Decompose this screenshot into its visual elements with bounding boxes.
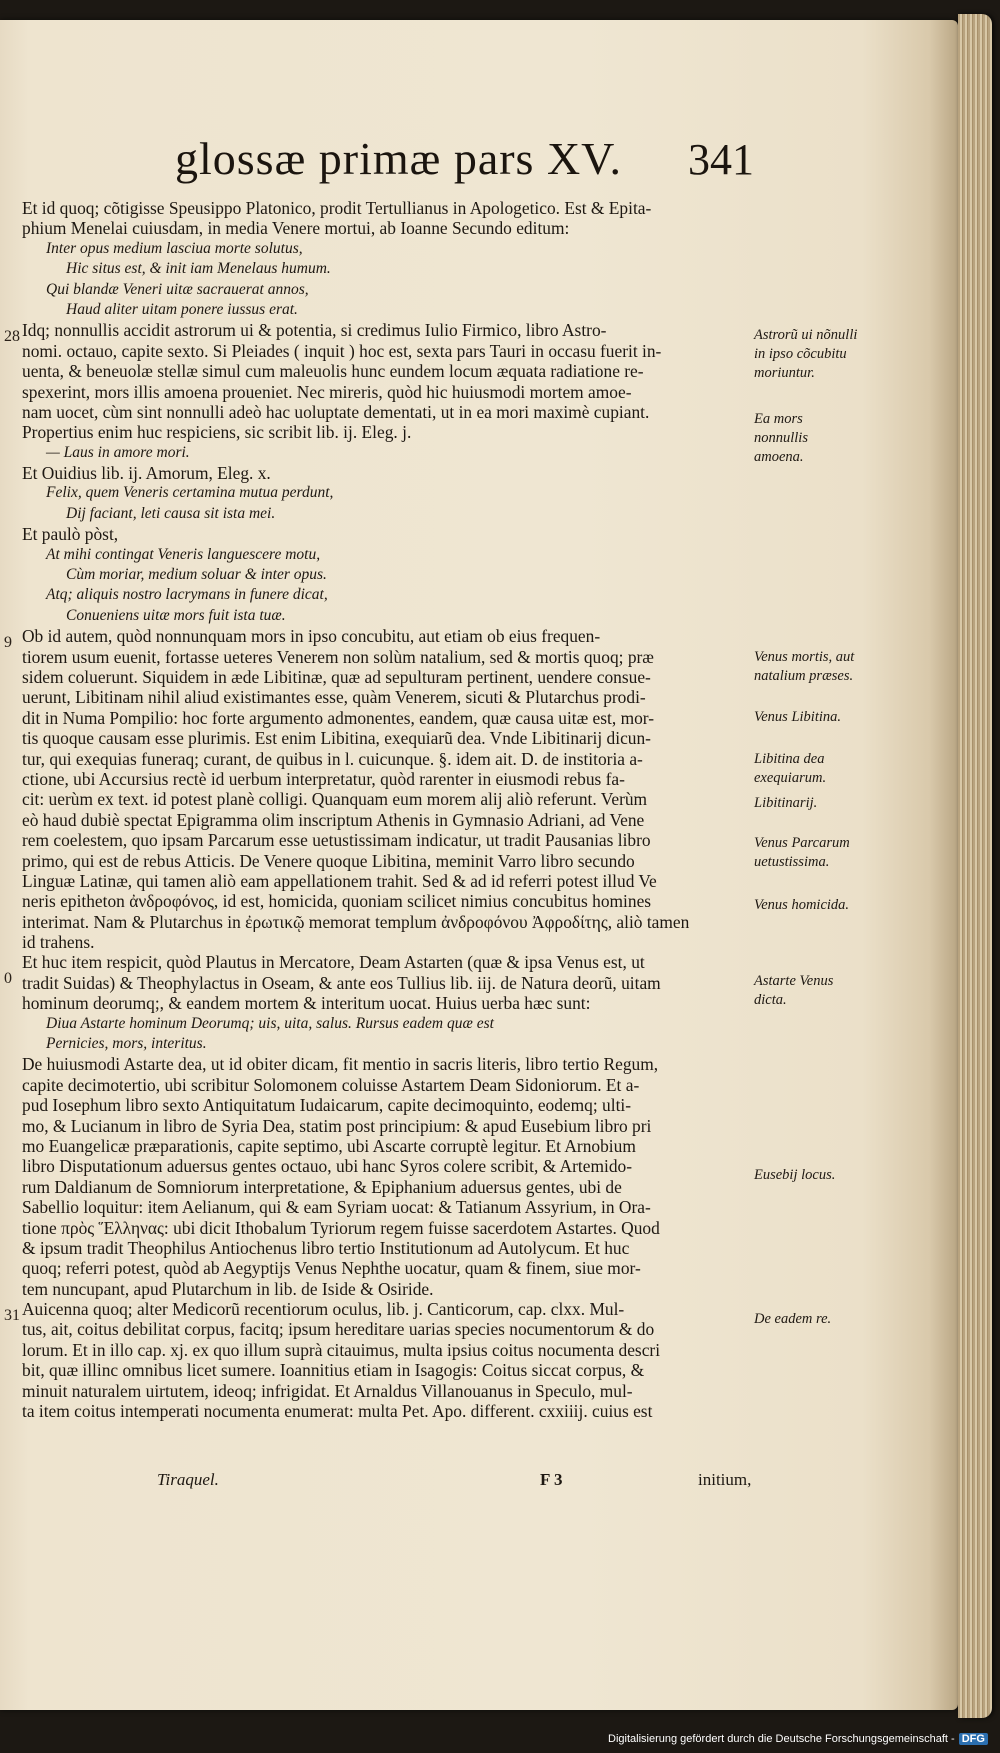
- text-line: Sabellio loquitur: item Aelianum, qui & eam Syriam uocat: & Tatianum Assyrium, in Ora-: [22, 1197, 651, 1218]
- text-line: primo, qui est de rebus Atticis. De Venere quoque Libitina, meminit Varro libro secundo: [22, 850, 635, 871]
- text-line: nam uocet, cùm sint nonnulli adeò hac uoluptate dementati, ut in ea mori maximè cupiant.: [22, 401, 650, 422]
- line-number: 9: [4, 634, 12, 651]
- verse-line: Conueniens uitæ mors fuit ista tuæ.: [66, 606, 286, 624]
- text-line: mo Euangelicæ præparationis, capite septimo, ubi Ascarte corruptè legitur. Et Arnobium: [22, 1135, 636, 1156]
- verse-line: At mihi contingat Veneris languescere motu,: [46, 545, 321, 563]
- text-line: interimat. Nam & Plutarchus in ἐρωτικῷ memorat templum ἀνδροφόνου Ἀφροδίτης, aliò tamen: [22, 911, 690, 932]
- text-line: nomi. octauo, capite sexto. Si Pleiades ( inquit ) hoc est, sexta pars Tauri in occasu fuerit in-: [22, 340, 662, 361]
- text-line: uerunt, Libitinam nihil aliud existimantes esse, quàm Venerem, sicuti & Plutarchus prodi-: [22, 687, 646, 708]
- line-number: 0: [4, 970, 12, 987]
- text-line: mo, & Lucianum in libro de Syria Dea, statim post principium: & apud Eusebium libro pri: [22, 1115, 652, 1136]
- digitization-credit: [608, 1733, 988, 1745]
- verse-line: Pernicies, mors, interitus.: [46, 1035, 207, 1053]
- text-line: cit: uerùm ex text. id potest planè colligi. Quanquam eum morem alij aliò referunt. Verùm: [22, 789, 648, 810]
- text-line: Auicenna quoq; alter Medicorũ recentiorum oculus, lib. j. Canticorum, cap. clxx. Mul-: [22, 1299, 625, 1320]
- text-line: pud Iosephum libro sexto Antiquitatum Iudaicarum, capite decimoquinto, eodemq; ulti-: [22, 1095, 632, 1116]
- text-line: tis quoque causam esse plurimis. Est enim Libitina, exequiarũ dea. Vnde Libitinarij dicun-: [22, 728, 651, 749]
- verse-line: Dij faciant, leti causa sit ista mei.: [66, 504, 276, 522]
- line-number: 31: [4, 1307, 20, 1324]
- verse-line: Qui blandæ Veneri uitæ sacrauerat annos,: [46, 280, 309, 298]
- text-line: Et Ouidius lib. ij. Amorum, Eleg. x.: [22, 463, 271, 484]
- text-line: tione πρὸς Ἕλληνας: ubi dicit Ithobalum Tyriorum regem fuisse sacerdotem Astartes. Quod: [22, 1217, 660, 1238]
- text-line: hominum deorumq;, & eandem mortem & interitum uocat. Huius uerba hæc sunt:: [22, 993, 591, 1014]
- text-line: phium Menelai cuiusdam, in media Venere mortui, ab Ioanne Secundo editum:: [22, 218, 570, 239]
- verse-line: Hic situs est, & init iam Menelaus humum.: [66, 260, 331, 278]
- margin-note: Venus Parcarum uetustissima.: [754, 835, 850, 870]
- text-line: Propertius enim huc respiciens, sic scribit lib. ij. Eleg. j.: [22, 422, 412, 443]
- verse-line: — Laus in amore mori.: [46, 443, 190, 461]
- text-line: rem coelestem, quo ipsam Parcarum esse uetustissimam indicatur, ut tradit Pausanias libro: [22, 830, 651, 851]
- dfg-logo: DFG: [959, 1733, 988, 1745]
- text-line: De huiusmodi Astarte dea, ut id obiter dicam, fit mentio in sacris literis, libro tertio Regum,: [22, 1054, 659, 1075]
- page-footer: [0, 1470, 958, 1500]
- verse-line: Felix, quem Veneris certamina mutua perdunt,: [46, 484, 334, 502]
- credit-text: Digitalisierung gefördert durch die Deutsche Forschungsgemeinschaft -: [608, 1733, 955, 1745]
- running-head: glossæ primæ pars XV.: [175, 133, 622, 184]
- main-text-column: [22, 198, 752, 1421]
- text-line: eò haud dubiè spectat Epigramma olim inscriptum Athenis in Gymnasio Adriani, ad Vene: [22, 809, 645, 830]
- text-line: Et huc item respicit, quòd Plautus in Mercatore, Deam Astarten (quæ & ipsa Venus est, ut: [22, 952, 645, 973]
- text-line: ta item coitus intemperati nocumenta enumerat: multa Pet. Apo. different. cxxiiij. cuius est: [22, 1401, 653, 1422]
- margin-note: Libitina dea exequiarum.: [754, 751, 827, 786]
- verse-line: Atq; aliquis nostro lacrymans in funere dicat,: [46, 586, 328, 604]
- page-number: 341: [688, 135, 754, 184]
- text-line: tus, ait, coitus debilitat corpus, facitq; ipsum hereditare uarias species nocumentorum & do: [22, 1319, 655, 1340]
- text-line: lorum. Et in illo cap. xj. ex quo illum suprà citauimus, multa ipsius coitus nocumenta descri: [22, 1339, 661, 1360]
- verse-line: Haud aliter uitam ponere iussus erat.: [66, 300, 298, 318]
- text-line: libro Disputationum aduersus gentes octauo, ubi hanc Syros colere scribit, & Artemido-: [22, 1156, 632, 1177]
- text-line: uenta, & beneuolæ stellæ simul cum maleuolis hunc eundem locum æquata radiatione re-: [22, 361, 644, 382]
- text-line: minuit naturalem uirtutem, ideoq; infrigidat. Et Arnaldus Villanouanus in Speculo, mul-: [22, 1380, 633, 1401]
- margin-note: Eusebij locus.: [754, 1167, 836, 1183]
- signature-author: Tiraquel.: [157, 1470, 219, 1489]
- verse-line: Cùm moriar, medium soluar & inter opus.: [66, 566, 327, 584]
- text-line: sidem coluerunt. Siquidem in æde Libitinæ, quæ ad sepulturam pertinent, uendere consue-: [22, 666, 651, 687]
- text-line: & ipsum tradit Theophilus Antiochenus libro tertio Institutionum ad Autolycum. Et huc: [22, 1237, 630, 1258]
- margin-note: Astarte Venus dicta.: [754, 973, 834, 1008]
- text-line: capite decimotertio, ubi scribitur Solomonem coluisse Astartem Deam Sidoniorum. Et a-: [22, 1074, 640, 1095]
- text-line: Idq; nonnullis accidit astrorum ui & potentia, si credimus Iulio Firmico, libro Astro-: [22, 320, 607, 341]
- text-line: spexerint, mors illis amoena proueniet. Nec mireris, quòd hic huiusmodi mortem amoe-: [22, 381, 632, 402]
- signature-mark: F 3: [540, 1470, 563, 1489]
- margin-note: Venus Libitina.: [754, 709, 842, 725]
- margin-note: Venus mortis, aut natalium præses.: [754, 649, 855, 684]
- text-line: quoq; referri potest, quòd ab Aegyptijs Venus Nephthe uocatur, quam & finem, siue mor-: [22, 1258, 641, 1279]
- text-line: bit, quæ illinc omnibus licet sumere. Ioannitius etiam in Isagogis: Coitus siccat corpus, &: [22, 1360, 645, 1381]
- page-fore-edge: [958, 14, 992, 1718]
- text-line: tiorem usum euenit, fortasse ueteres Venerem non solùm natalium, sed & mortis quoq; præ: [22, 646, 654, 667]
- verse-line: Inter opus medium lasciua morte solutus,: [46, 239, 303, 257]
- text-line: Ob id autem, quòd nonnunquam mors in ipso concubitu, aut etiam ob eius frequen-: [22, 626, 601, 647]
- text-line: Et paulò pòst,: [22, 524, 119, 545]
- margin-note: Venus homicida.: [754, 897, 850, 913]
- text-line: Linguæ Latinæ, qui tamen aliò eam appellationem trahit. Sed & ad id referri potest illud Ve: [22, 870, 657, 891]
- line-number: 28: [4, 328, 20, 345]
- verse-line: Diua Astarte hominum Deorumq; uis, uita, salus. Rursus eadem quæ est: [46, 1014, 494, 1032]
- margin-note: Astrorũ ui nõnulli in ipso cõcubitu moriuntur.: [754, 327, 858, 381]
- margin-note: De eadem re.: [754, 1311, 832, 1327]
- page-header: [0, 132, 958, 192]
- text-line: neris epitheton ἀνδροφόνος, id est, homicida, quoniam scilicet nimius concubitus homines: [22, 891, 652, 912]
- text-line: tradit Suidas) & Theophylactus in Oseam, & ante eos Tullius lib. iij. de Natura deorũ, uitam: [22, 972, 661, 993]
- text-line: tem nuncupant, apud Plutarchum in lib. de Iside & Osiride.: [22, 1278, 434, 1299]
- text-line: rum Daldianum de Somniorum interpretatione, & Epiphanium aduersus gentes, ubi de: [22, 1176, 622, 1197]
- text-line: id trahens.: [22, 932, 95, 953]
- book-page: [0, 20, 958, 1710]
- margin-note: Libitinarij.: [754, 795, 818, 811]
- text-line: tur, qui exequias funeraq; curant, de quibus in l. cuicunque. §. idem ait. D. de institoria a-: [22, 748, 643, 769]
- margin-note: Ea mors nonnullis amoena.: [754, 411, 808, 465]
- text-line: dit in Numa Pompilio: hoc forte argumento admonentes, eandem, quæ causa uitæ est, mor-: [22, 707, 655, 728]
- text-line: Et id quoq; cõtigisse Speusippo Platonico, prodit Tertullianus in Apologetico. Est & Epita-: [22, 198, 652, 218]
- catchword: initium,: [698, 1470, 752, 1489]
- text-line: ctione, ubi Accursius rectè id uerbum interpretatur, quòd rarenter in eiusmodi rebus fa-: [22, 768, 625, 789]
